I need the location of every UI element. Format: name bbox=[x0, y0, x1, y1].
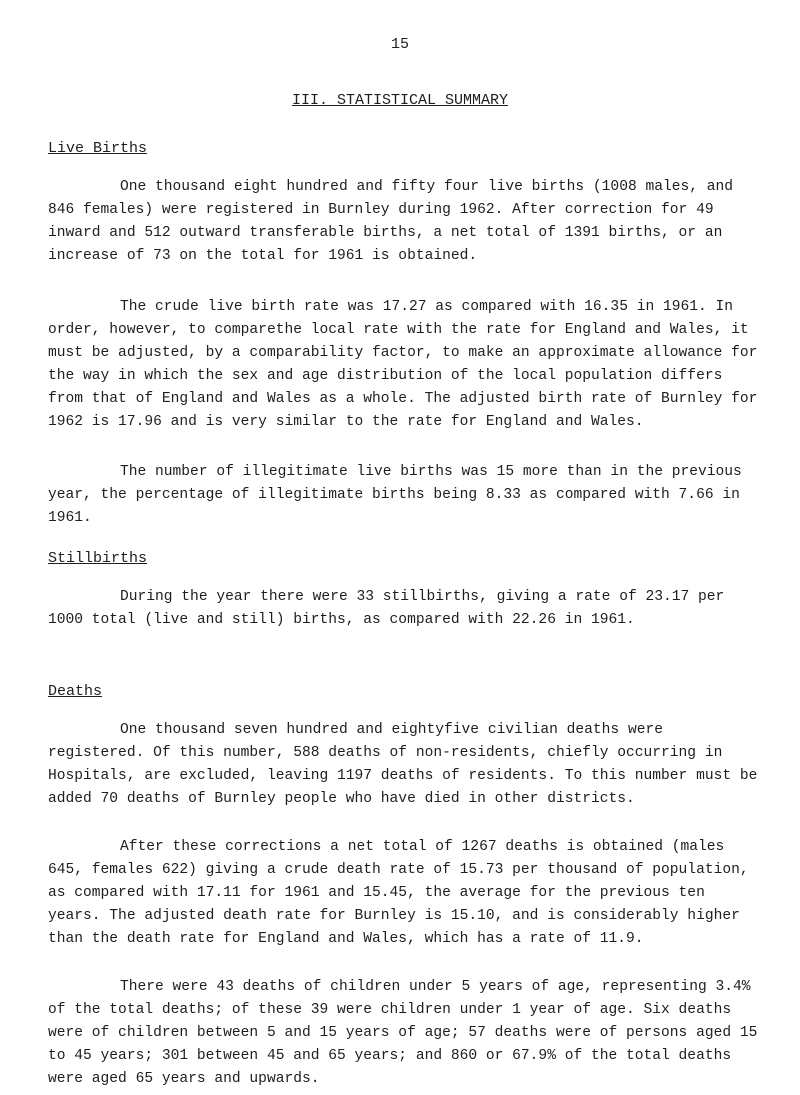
section-heading-live-births: Live Births bbox=[48, 140, 148, 157]
page-number: 15 bbox=[390, 36, 409, 53]
paragraph-live-births-2: The crude live birth rate was 17.27 as compared with 16.35 in 1961. In order, however, to comparethe local rate with the rate for England and Wales, it must be adjusted, by a comparability factor, to make an approximate allowance for the way in which the sex and age distribution of the local population differs from that of England and Wales as a whole. The adjusted birth rate of Burnley for 1962 is 17.96 and is very similar to the rate for England and Wales. bbox=[48, 299, 758, 430]
section-heading-stillbirths: Stillbirths bbox=[48, 550, 148, 567]
paragraph-deaths-3: There were 43 deaths of children under 5 years of age, representing 3.4% of the total deaths; of these 39 were children under 1 year of age. Six deaths were of children between 5 and 15 years of age; 57 deaths were of persons aged 15 to 45 years; 301 between 45 and 65 years; and 860 or 67.9% of the total deaths were aged 65 years and upwards. bbox=[48, 979, 758, 1087]
paragraph-live-births-1: One thousand eight hundred and fifty four live births (1008 males, and 846 females) were registered in Burnley during 1962. After correction for 49 inward and 512 outward transferable births, a net total of 1391 births, or an increase of 73 on the total for 1961 is obtained. bbox=[48, 179, 734, 264]
paragraph-live-births-3: The number of illegitimate live births was 15 more than in the previous year, the percentage of illegitimate births being 8.33 as compared with 7.66 in 1961. bbox=[48, 464, 742, 526]
paragraph-deaths-2: After these corrections a net total of 1267 deaths is obtained (males 645, females 622) giving a crude death rate of 15.73 per thousand of population, as compared with 17.11 for 1961 and 15.45, the average for the previous ten years. The adjusted death rate for Burnley is 15.10, and is considerably higher than the death rate for England and Wales, which has a rate of 11.9. bbox=[48, 839, 749, 947]
page-title: III. STATISTICAL SUMMARY bbox=[291, 92, 509, 109]
paragraph-deaths-1: One thousand seven hundred and eightyfive civilian deaths were registered. Of this number, 588 deaths of non-residents, chiefly occurring in Hospitals, are excluded, leaving 1197 deaths of residents. To this number must be added 70 deaths of Burnley people who have died in other districts. bbox=[48, 722, 758, 807]
paragraph-stillbirths-1: During the year there were 33 stillbirths, giving a rate of 23.17 per 1000 total (live and still) births, as compared with 22.26 in 1961. bbox=[48, 589, 725, 628]
section-heading-deaths: Deaths bbox=[48, 683, 103, 700]
